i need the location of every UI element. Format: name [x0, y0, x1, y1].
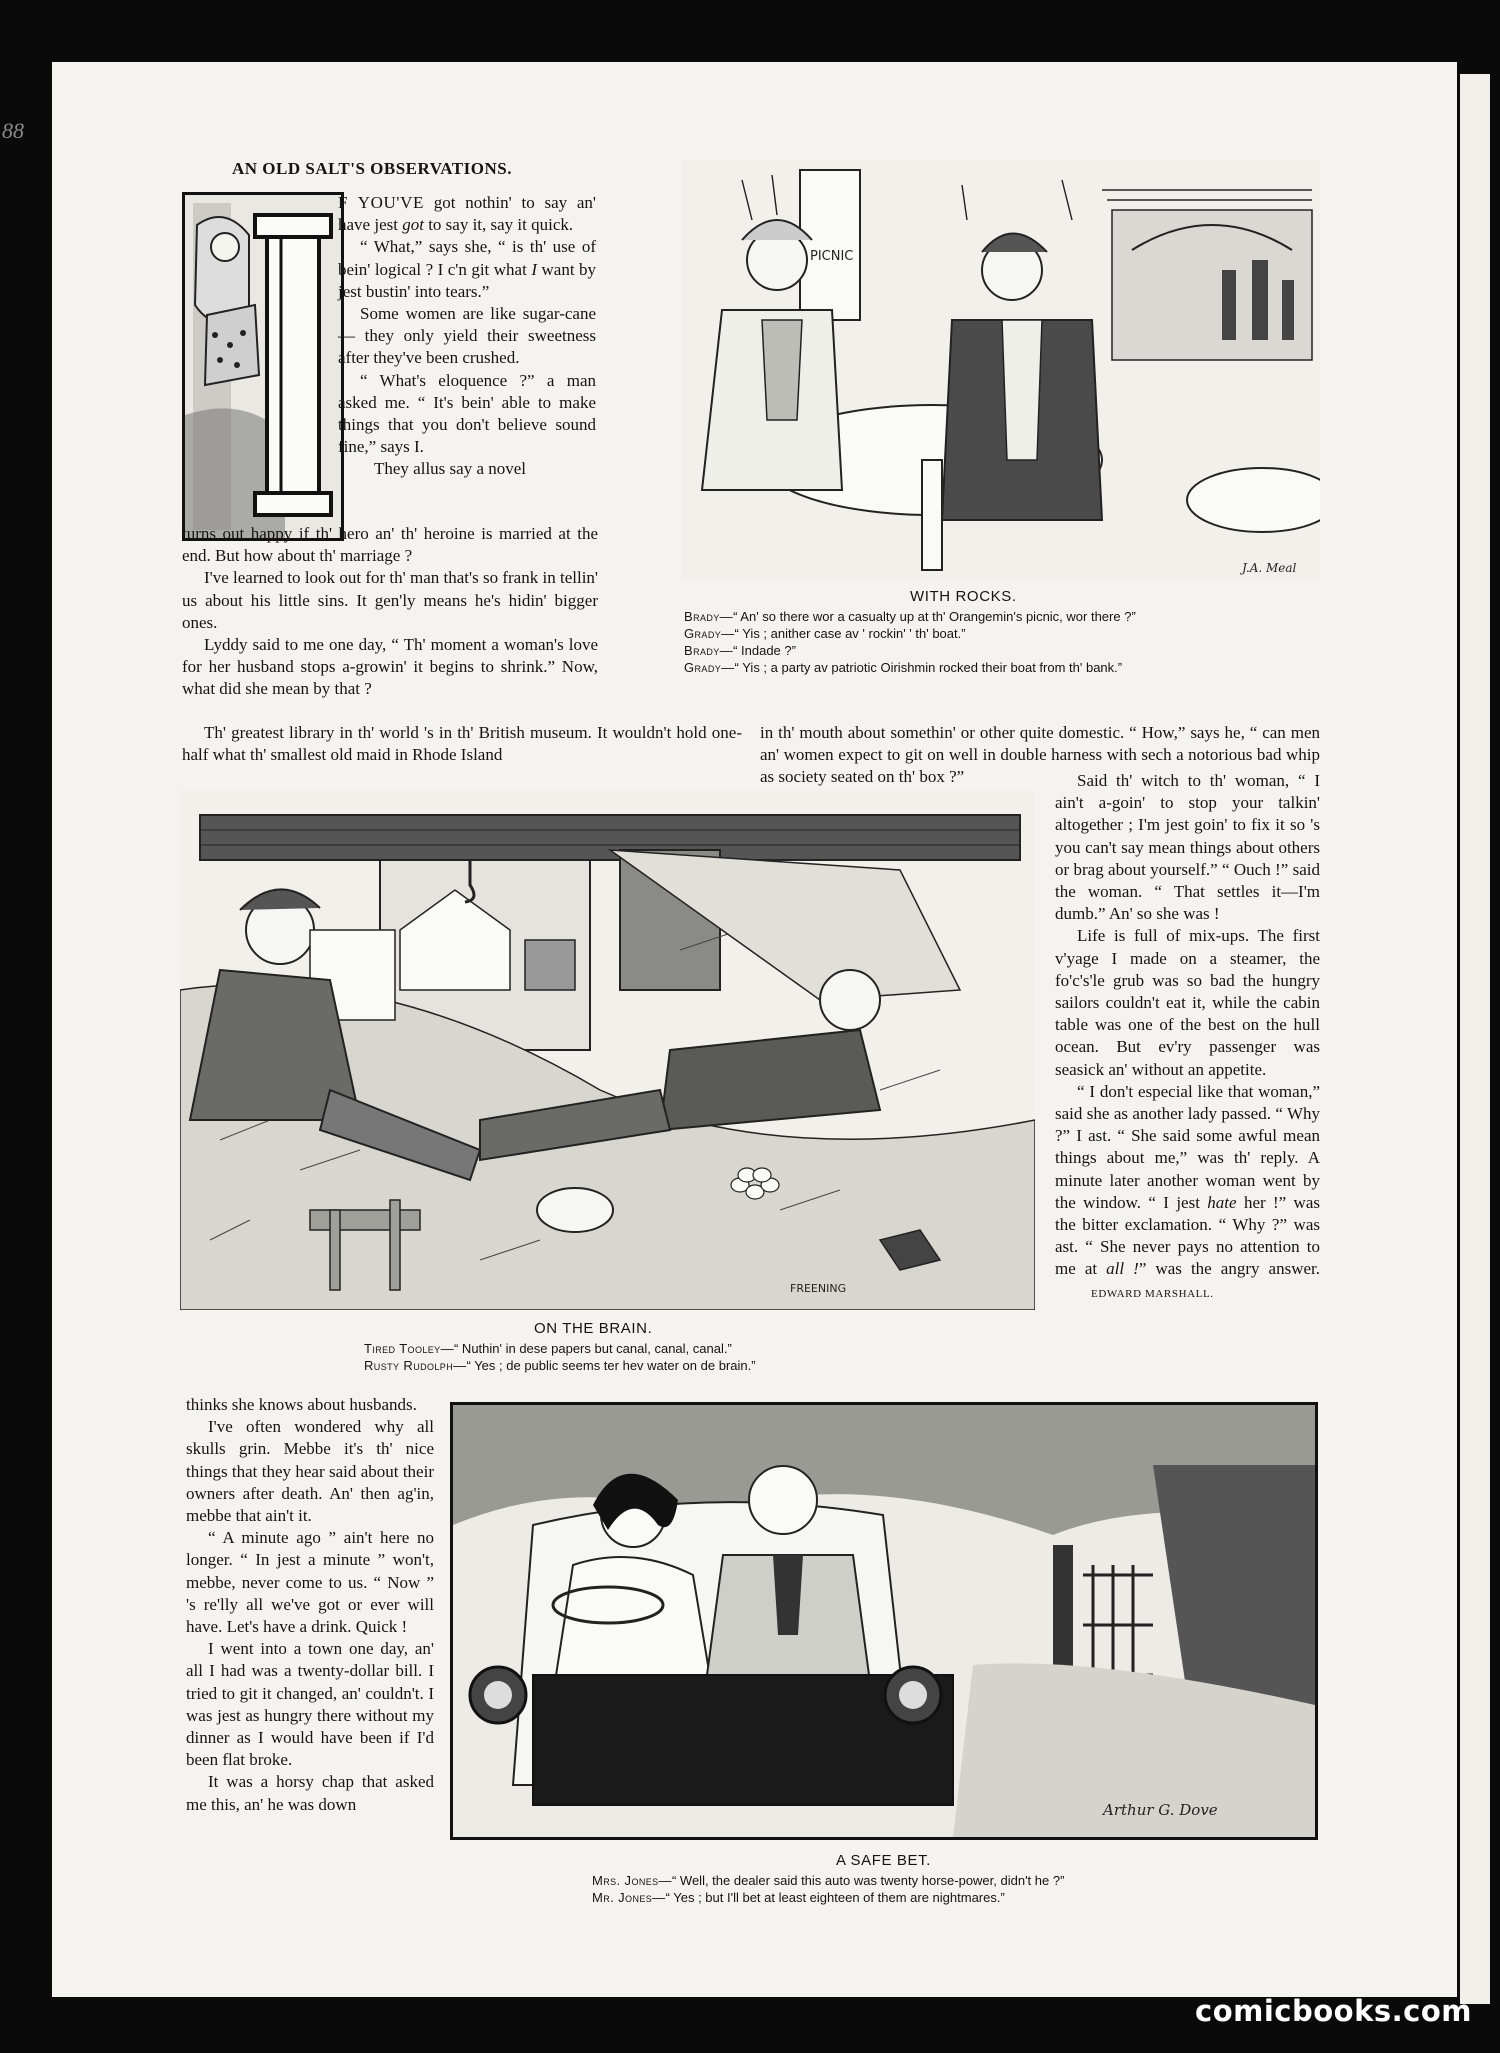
- cartoon-with-rocks: [682, 160, 1320, 580]
- paragraph-11: “ I don't especial like that woman,” said she as another lady passed. “ Why ?” I ast. “ She said some awful mean things about me,” was th' reply. A minute later another woman went by the window. “ I jest hate her !” was the bitter exclamation. “ Why ?” was ast. “ She never pays no attention to me at all !” was the angry answer. EDWARD MARSHALL.: [1055, 1081, 1320, 1300]
- caption-line: Tired Tooley—“ Nuthin' in dese papers but canal, canal, canal.”: [364, 1341, 732, 1356]
- caption-line: Rusty Rudolph—“ Yes ; de public seems ter hev water on de brain.”: [364, 1358, 756, 1373]
- paragraph-5-rest: turns out happy if th' hero an' th' heroine is married at the end. But how about th' marriage ?: [182, 524, 598, 566]
- paragraph-3: Some women are like sugar-cane — they only yield their sweetness after they've been crushed.: [338, 304, 596, 368]
- paragraph-1: F YOU'VE got nothin' to say an' have jest got to say it, say it quick.: [338, 193, 596, 235]
- motorcar-scene-art: [453, 1405, 1315, 1837]
- brain-signature: FREENING: [790, 1282, 847, 1295]
- paragraph-8: Th' greatest library in th' world 's in th' British museum. It wouldn't hold one-half what th' smallest old maid in Rhode Island: [182, 723, 742, 765]
- cartoon-rocks-caption: [684, 608, 1324, 676]
- caption-line: Brady—“ Indade ?”: [684, 643, 796, 658]
- article-column-right: [1055, 770, 1320, 1305]
- caption-line: Mrs. Jones—“ Well, the dealer said this auto was twenty horse-power, didn't he ?”: [592, 1873, 1065, 1888]
- article-column-bottom-left: [186, 1394, 434, 1816]
- bet-signature: Arthur G. Dove: [1103, 1801, 1218, 1819]
- paragraph-6: I've learned to look out for th' man that's so frank in tellin' us about his little sins. It gen'ly means he's hidin' bigger ones.: [182, 568, 598, 632]
- article-opening: [338, 192, 596, 481]
- drop-cap-art: [185, 195, 341, 538]
- paragraph-15: I went into a town one day, an' all I had was a twenty-dollar bill. I tried to git it changed, an' couldn't. I was jest as hungry there without my dinner as I would have been if I'd been flat broke.: [186, 1639, 434, 1770]
- paragraph-10: Life is full of mix-ups. The first v'yage I made on a steamer, the fo'c's'le grub was so bad the hungry sailors couldn't eat it, while the cabin table was one of the best on the hull ocean. But ev'ry passenger was seasick an' without an appetite.: [1055, 926, 1320, 1079]
- article-column-1: [182, 523, 598, 701]
- picnic-sign: PICNIC: [810, 249, 854, 264]
- cartoon-on-the-brain: [180, 790, 1035, 1310]
- paragraph-14: “ A minute ago ” ain't here no longer. “ In jest a minute ” won't, mebbe, never come to us. “ Now ” 's re'lly all we've got or ever will have. Let's have a drink. Quick !: [186, 1528, 434, 1637]
- paragraph-13: I've often wondered why all skulls grin. Mebbe it's th' nice things that they hear said about their owners after death. An' then ag'in, mebbe that ain't it.: [186, 1417, 434, 1526]
- hayloft-scene-art: [180, 790, 1035, 1310]
- article-byline: EDWARD MARSHALL.: [1091, 1287, 1214, 1300]
- paragraph-9: Said th' witch to th' woman, “ I ain't a-goin' to stop your talkin' altogether ; I'm jest goin' to fix it so 's you can't say mean things about others or brag about yourself.” “ Ouch !” said the woman. “ That settles it—I'm dumb.” An' so she was !: [1055, 771, 1320, 924]
- cartoon-brain-title: ON THE BRAIN.: [534, 1320, 653, 1337]
- cartoon-brain-caption: [364, 1340, 1024, 1374]
- paragraph-8-continued: in th' mouth about somethin' or other quite domestic. “ How,” says he, “ can men an' women expect to git on well in double harness with sech a notorious bad whip as society seated on th' box ?”: [760, 723, 1320, 787]
- caption-line: Grady—“ Yis ; anither case av ' rockin' ' th' boat.”: [684, 626, 966, 641]
- caption-line: Brady—“ An' so there wor a casualty up at th' Orangemin's picnic, wor there ?”: [684, 609, 1136, 624]
- cartoon-rocks-title: WITH ROCKS.: [910, 588, 1017, 605]
- paragraph-2: “ What,” says she, “ is th' use of bein' logical ? I c'n git what I want by jest bustin' into tears.”: [338, 237, 597, 301]
- paragraph-12: thinks she knows about husbands.: [186, 1395, 417, 1414]
- cartoon-safe-bet: [450, 1402, 1318, 1840]
- caption-line: Mr. Jones—“ Yes ; but I'll bet at least eighteen of them are nightmares.”: [592, 1890, 1005, 1905]
- paragraph-4: “ What's eloquence ?” a man asked me. “ It's bein' able to make things that you don't believe sound fine,” says I.: [338, 370, 596, 457]
- cartoon-bet-title: A SAFE BET.: [836, 1852, 931, 1869]
- facing-page-edge: [1460, 74, 1490, 2004]
- drop-cap-illustration: [182, 192, 344, 541]
- rocks-signature: J.A. Meal: [1242, 561, 1297, 575]
- pencil-page-number: 88: [2, 118, 24, 143]
- cartoon-bet-caption: [592, 1872, 1312, 1906]
- paragraph-16: It was a horsy chap that asked me this, an' he was down: [186, 1772, 434, 1814]
- site-watermark: comicbooks.com: [1195, 1994, 1472, 2028]
- paragraph-5-start: They allus say a novel: [374, 459, 527, 479]
- lead-words: F YOU'VE: [338, 193, 424, 212]
- article-title: AN OLD SALT'S OBSERVATIONS.: [232, 159, 512, 178]
- cafe-scene-art: [682, 160, 1320, 580]
- caption-line: Grady—“ Yis ; a party av patriotic Oirishmin rocked their boat from th' bank.”: [684, 660, 1123, 675]
- paragraph-7: Lyddy said to me one day, “ Th' moment a woman's love for her husband stops a-growin' it begins to shrink.” Now, what did she mean by that ?: [182, 635, 598, 699]
